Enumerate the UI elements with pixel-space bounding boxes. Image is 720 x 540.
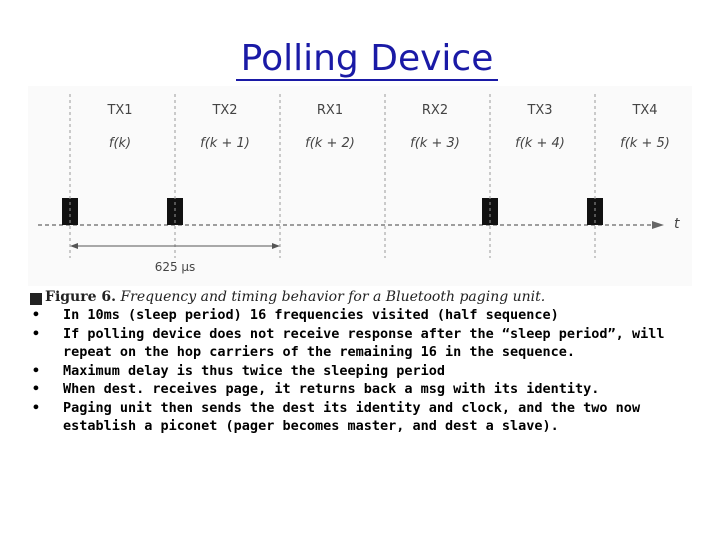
timing-diagram <box>28 86 692 286</box>
slot-label: TX4 <box>632 103 658 118</box>
slot-label: RX1 <box>316 103 344 118</box>
bullet-text: When dest. receives page, it returns back a msg with its identity. <box>63 381 600 397</box>
bullet-marker: • <box>31 362 41 379</box>
slot-frequency: f(k + 3) <box>410 136 460 151</box>
interval-arrow-left-icon <box>70 243 78 249</box>
bullet-marker: • <box>31 381 41 397</box>
slot-frequency: f(k + 1) <box>200 136 250 151</box>
slot-frequency: f(k + 4) <box>515 136 565 151</box>
slide-title: Polling Device <box>240 38 494 79</box>
bullet-marker: • <box>31 307 41 323</box>
bullet-text: In 10ms (sleep period) 16 frequencies visited (half sequence) <box>63 307 559 323</box>
slot-label: TX2 <box>212 103 238 118</box>
slot-label: TX3 <box>527 103 553 118</box>
bullet-text: If polling device does not receive response after the “sleep period”, will repeat on the hop carriers of the remaining 16 in the sequence. <box>63 325 665 360</box>
list-item <box>30 362 690 381</box>
bullet-marker: • <box>31 399 41 416</box>
slot-frequency: f(k) <box>108 136 132 151</box>
slot-label: RX2 <box>421 103 449 118</box>
time-axis-arrow-icon <box>652 221 664 229</box>
caption-prefix: Figure 6. <box>45 289 116 305</box>
figure-caption <box>45 289 545 305</box>
list-item <box>30 380 690 399</box>
interval-arrow-right-icon <box>272 243 280 249</box>
title-underline <box>236 79 498 81</box>
bullet-text: Maximum delay is thus twice the sleeping period <box>63 362 446 379</box>
list-item <box>30 325 690 362</box>
timing-diagram-svg <box>28 86 692 286</box>
list-item <box>30 399 690 436</box>
slot-frequency: f(k + 5) <box>620 136 670 151</box>
slot-frequency: f(k + 2) <box>305 136 355 151</box>
time-axis-label: t <box>674 216 680 232</box>
caption-marker <box>30 293 42 305</box>
bullet-list <box>30 306 690 436</box>
bullet-text: Paging unit then sends the dest its identity and clock, and the two now establish a piconet (pager becomes master, and dest a slave). <box>63 399 641 434</box>
list-item <box>30 306 690 325</box>
bullet-marker: • <box>31 325 41 342</box>
caption-text: Frequency and timing behavior for a Bluetooth paging unit. <box>116 289 546 305</box>
interval-label: 625 µs <box>154 260 196 274</box>
slot-label: TX1 <box>107 103 133 118</box>
